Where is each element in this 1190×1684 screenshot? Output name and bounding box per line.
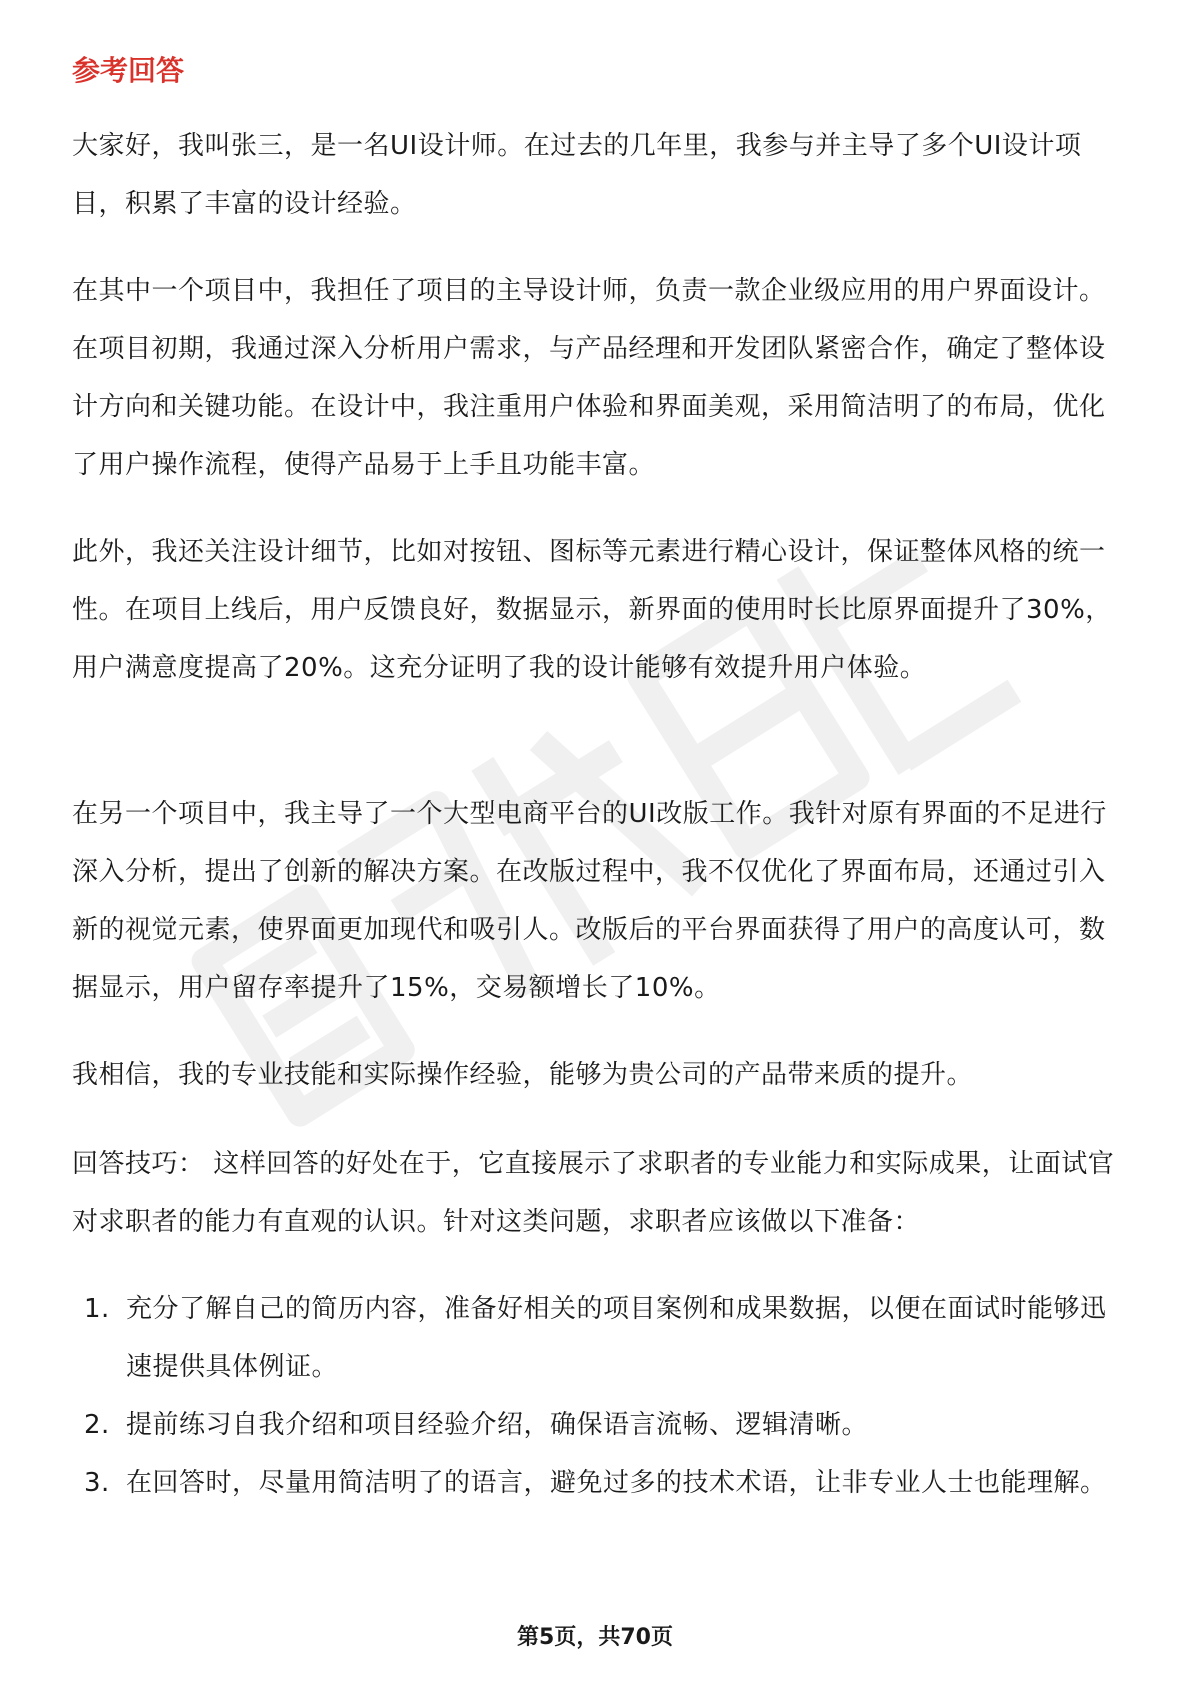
answer-paragraph-details: 此外，我还关注设计细节，比如对按钮、图标等元素进行精心设计，保证整体风格的统一性。在项目上线后，用户反馈良好，数据显示，新界面的使用时长比原界面提升了30%，用户满意度提高了20%。这充分证明了我的设计能够有效提升用户体验。: [72, 537, 1112, 683]
page-number-footer: 第5页，共70页: [517, 1625, 673, 1650]
answer-paragraph-project-two: 在另一个项目中，我主导了一个大型电商平台的UI改版工作。我针对原有界面的不足进行深入分析，提出了创新的解决方案。在改版过程中，我不仅优化了界面布局，还通过引入新的视觉元素，使界面更加现代和吸引人。改版后的平台界面获得了用户的高度认可，数据显示，用户留存率提升了15%，交易额增长了10%。: [72, 799, 1107, 1003]
list-item-number: 3.: [84, 1468, 110, 1498]
list-item: [72, 1396, 1120, 1454]
list-item-number: 1.: [84, 1294, 110, 1324]
answer-tips-intro: 回答技巧： 这样回答的好处在于，它直接展示了求职者的专业能力和实际成果，让面试官对求职者的能力有直观的认识。针对这类问题，求职者应该做以下准备：: [72, 1149, 1115, 1237]
list-item-text: 充分了解自己的简历内容，准备好相关的项目案例和成果数据，以便在面试时能够迅速提供具体例证。: [126, 1294, 1107, 1382]
list-item-text: 在回答时，尽量用简洁明了的语言，避免过多的技术术语，让非专业人士也能理解。: [126, 1468, 1107, 1498]
tips-list: [72, 1280, 1120, 1512]
list-item: [72, 1280, 1120, 1396]
answer-paragraph-intro: 大家好，我叫张三，是一名UI设计师。在过去的几年里，我参与并主导了多个UI设计项目，积累了丰富的设计经验。: [72, 131, 1082, 219]
list-item-text: 提前练习自我介绍和项目经验介绍，确保语言流畅、逻辑清晰。: [126, 1410, 869, 1440]
answer-paragraph-project-one: 在其中一个项目中，我担任了项目的主导设计师，负责一款企业级应用的用户界面设计。在项目初期，我通过深入分析用户需求，与产品经理和开发团队紧密合作，确定了整体设计方向和关键功能。在设计中，我注重用户体验和界面美观，采用简洁明了的布局，优化了用户操作流程，使得产品易于上手且功能丰富。: [72, 276, 1106, 480]
list-item: [72, 1454, 1120, 1512]
list-item-number: 2.: [84, 1410, 110, 1440]
answer-paragraph-closing: 我相信，我的专业技能和实际操作经验，能够为贵公司的产品带来质的提升。: [72, 1060, 974, 1090]
section-title: 参考回答: [72, 54, 185, 87]
